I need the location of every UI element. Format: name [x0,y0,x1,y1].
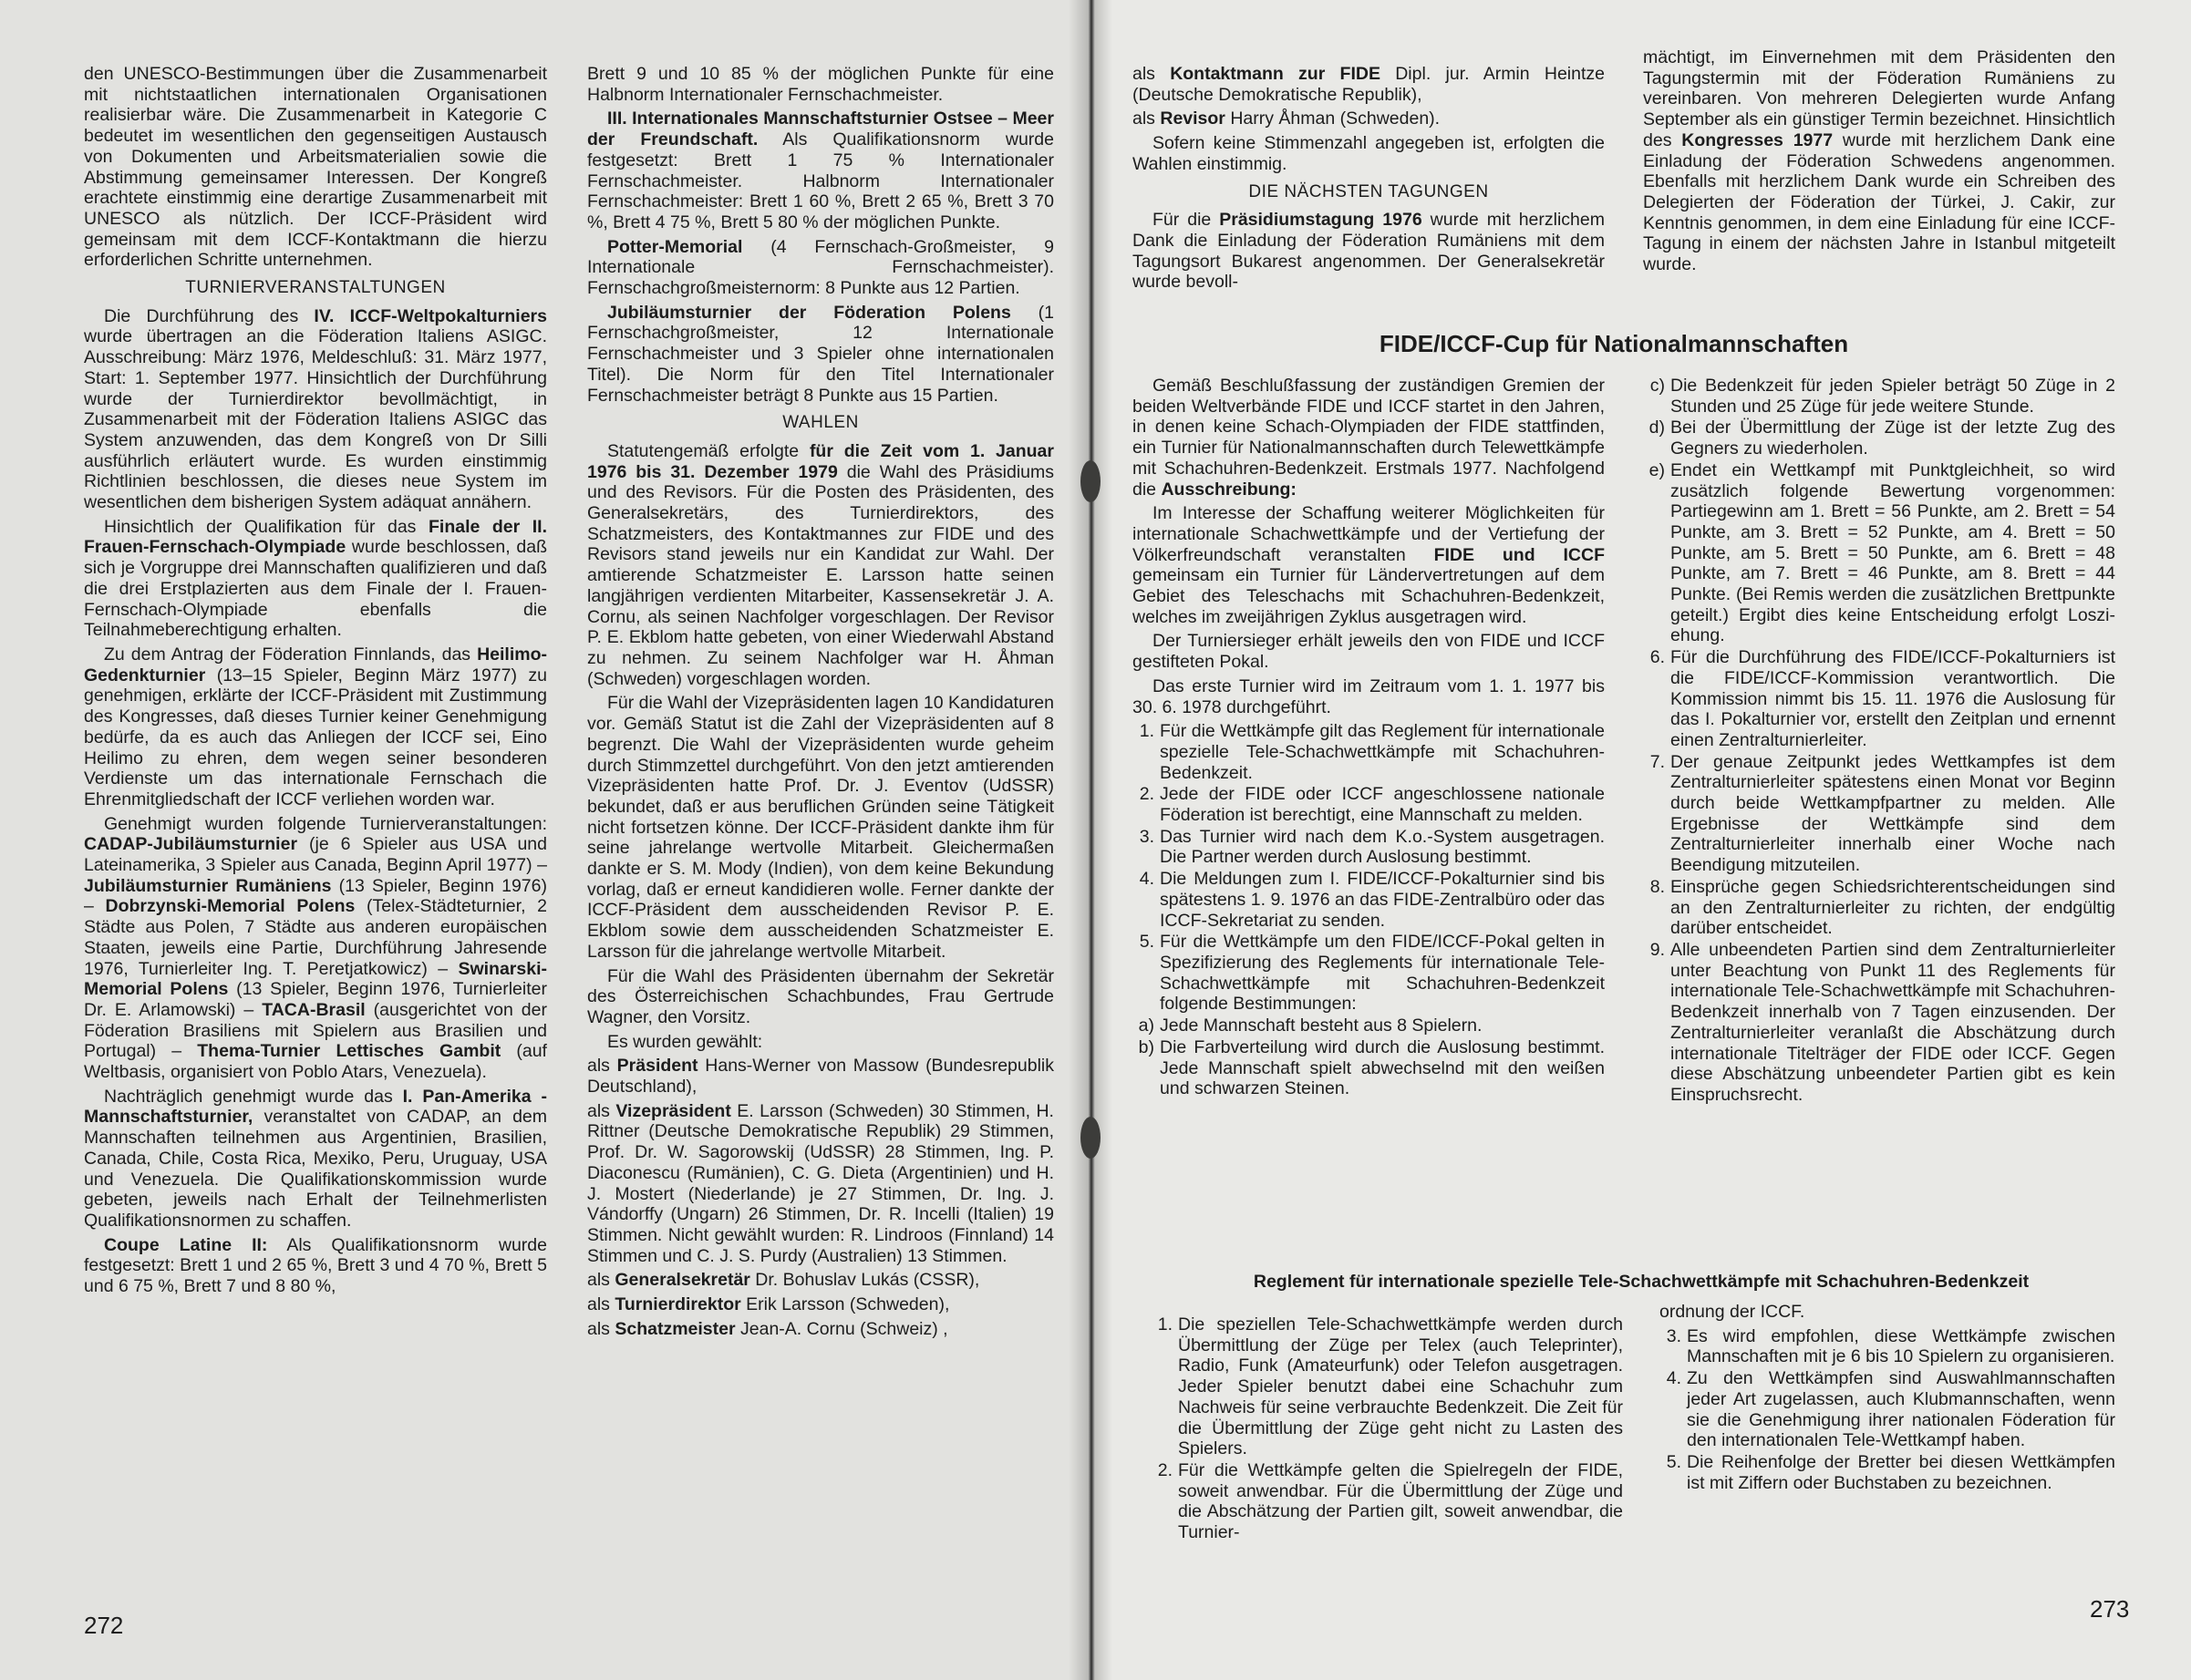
list-item-number: 7. [1649,751,1665,772]
section-heading: WAHLEN [782,413,859,433]
paragraph: Das erste Turnier wird im Zeitraum vom 1. 1. 1977 bis 30. 6. 1978 durchgeführt. [1132,675,1605,717]
list-item-number: 4. [1139,869,1154,890]
paragraph: Potter-Memorial (4 Fernschach-Großmeister, 9 Internationale Fernschachmeister). Fernschachgroßmeisternorm: 8 Punkte aus 12 Partien. [587,236,1054,299]
list-item-text: Die Meldungen zum I. FIDE/ICCF-Pokalturnier sind bis spätestens 1. 9. 1976 an das FIDE-Zentralbüro oder das ICCF-Sekretariat zu senden. [1160,869,1605,931]
list-item-text: Jede Mannschaft besteht aus 8 Spielern. [1160,1015,1483,1036]
right-column-2-bottom [1659,1302,2115,1494]
list-item-number: c) [1649,376,1665,396]
list-item-number: 3. [1139,826,1154,847]
paragraph: Nachträglich genehmigt wurde das I. Pan-Amerika - Mannschaftsturnier, veranstaltet von CADAP, an dem Mannschaften teilnehmen aus Argentinien, Brasilien, Canada, Chile, Costa Rica, Mexiko, Peru, Uruguay, USA und Venezuela. Die Qualifikationskommission wurde gebeten, jeweils nach Erhalt der Teilnehmerlisten Qualifikationsnormen zu schaffen. [84,1086,548,1231]
paragraph: Zu dem Antrag der Föderation Finnlands, das Heilimo-Gedenkturnier (13–15 Spieler, Beginn März 1977) zu genehmigen, erklärte der ICCF-Präsident mit Zustimmung des Kongresses, daß dieses Turnier keiner Genehmigung bedürfe, da es auch das Anliegen der ICCF sei, Eino Heilimo zu ehren, dem wegen seiner besonderen Verdienste um das internationale Fernschach die Ehrenmitgliedschaft der ICCF verliehen worden war. [84,644,547,809]
list-item [1643,877,2115,939]
list-item [1132,1015,1605,1036]
paragraph: Im Interesse der Schaffung weiterer Möglichkeiten für internationale Schachwettkämpfe und der Vertiefung der Völkerfreundschaft veranstalten FIDE und ICCF gemeinsam ein Turnier für Ländervertretungen auf dem Gebiet des Teleschachs mit Schachuhren-Bedenkzeit, welches im zweijährigen Zyklus ausgetragen wird. [1132,503,1606,627]
right-column-1-top [1132,64,1605,296]
paragraph: als Revisor Harry Åhman (Schweden). [1132,108,1441,129]
paragraph: den UNESCO-Bestimmungen über die Zusammenarbeit mit nichtstaatlichen internationalen Organisationen realisierbar wäre. Die Zusammenarbeit in Kategorie C bedeutet im wesentlichen den gegenseitigen Austausch von Dokumenten und Arbeitsmaterialien sowie die Abstimmung gemeinsamer Interessen. Der Kongreß erachtete einstimmig eine derartige Zusammenarbeit mit UNESCO als nützlich. Der ICCF-Präsident wird gemeinsam mit dem ICCF-Kontaktmann die hierzu erforderlichen Schritte unternehmen. [84,64,547,271]
list-item [1132,784,1605,825]
list-item-number: 5. [1666,1451,1681,1472]
paragraph: mächtigt, im Einvernehmen mit dem Präsidenten den Tagungstermin mit der Föderation Rumäniens zu vereinbaren. Von mehreren Delegierten wurde Anfang September als ein günstiger Termin bezeichnet. Hinsichtlich des Kongresses 1977 wurde mit herzlichem Dank eine Einladung der Föderation Schwedens angenommen. Ebenfalls mit herzlichem Dank wurde ein Schreiben des Delegierten der Föderation der Türkei, J. Cakir, zur Kenntnis genommen, in dem eine Einladung für eine ICCF-Tagung in einem der nächsten Jahre in Istanbul mitgeteilt wurde. [1643,47,2115,275]
list-item [1643,647,2115,751]
binding-hole-top [1080,460,1101,502]
binding-hole-bottom [1080,1117,1101,1159]
paragraph: Jubiläumsturnier der Föderation Polens (1 Fernschachgroßmeister, 12 Internationale Fernschachmeister und 3 Spieler ohne internationalen Titel). Die Norm für den Titel Internationaler Fernschachmeister beträgt 8 Punkte aus 15 Partien. [587,302,1054,406]
list-item-text: Für die Wettkämpfe gelten die Spielregeln der FIDE, soweit anwendbar. Für die Übermittlung der Züge und die Abschätzung der Partien gilt, soweit anwendbar, die Turnier- [1178,1459,1623,1543]
section-heading: TURNIERVERANSTALTUNGEN [185,278,446,298]
list-item [1643,460,2115,646]
list-item [1132,869,1605,931]
list-item-number: 8. [1649,876,1665,897]
paragraph: Für die Präsidiumstagung 1976 wurde mit herzlichem Dank die Einladung der Föderation Rumäniens mit dem Tagungsort Bukarest angenommen. Der Generalsekretär wurde bevoll- [1132,210,1605,293]
list-item-text: Jede der FIDE oder ICCF angeschlossene nationale Föderation ist berechtigt, eine Mannschaft zu melden. [1160,784,1605,826]
paragraph: Sofern keine Stimmenzahl angegeben ist, erfolgten die Wahlen einstimmig. [1132,133,1605,174]
paragraph: Für die Wahl des Präsidenten übernahm der Sekretär des Österreichischen Schachbundes, Frau Gertrude Wagner, den Vorsitz. [587,965,1054,1027]
paragraph: Coupe Latine II: Als Qualifikationsnorm wurde festgesetzt: Brett 1 und 2 65 %, Brett 3 und 4 70 %, Brett 5 und 6 75 %, Brett 7 und 8 80 %, [84,1234,547,1297]
paragraph: Gemäß Beschlußfassung der zuständigen Gremien der beiden Weltverbände FIDE und ICCF startet in den Jahren, in denen keine Schach-Olympiaden der FIDE stattfinden, ein Turnier für Nationalmannschaften durch Telewettkämpfe mit Schachuhren-Bedenkzeit. Erstmals 1977. Nachfolgend die Ausschreibung: [1132,376,1605,500]
list-item-number: 9. [1649,939,1665,960]
cup-heading: FIDE/ICCF-Cup für Nationalmannschaften [1379,330,1849,357]
list-item-text: Die Reihenfolge der Bretter bei diesen Wettkämpfen ist mit Ziffern oder Buchstaben zu bezeichnen. [1687,1451,2115,1493]
list-item-number: 2. [1139,784,1154,805]
list-item [1132,932,1605,1015]
list-item-number: a) [1138,1015,1154,1036]
list-item [1659,1452,2115,1493]
right-column-2-mid [1643,376,2115,1107]
list-item-text: Die Farbverteilung wird durch die Auslosung bestimmt. Jede Mannschaft spielt abwechselnd mit den weißen und schwarzen Steinen. [1160,1036,1605,1099]
list-item [1132,1037,1605,1099]
list-item-text: Es wird empfohlen, diese Wettkämpfe zwischen Mannschaften mit je 6 bis 10 Spielern zu organisieren. [1687,1325,2115,1367]
list-item-text: Endet ein Wettkampf mit Punktgleichheit, so wird zusätzlich folgende Bewertung vorgenommen: Partiegewinn am 1. Brett = 56 Punkte, am 2. Brett = 54 Punkte, am 3. Brett = 52 Punkte, am 4. Brett = 50 Punkte, am 5. Brett = 50 Punkte, am 6. Brett = 48 Punkte, am 7. Brett = 46 Punkte, am 8. Brett = 44 Punkte. (Bei Remis werden die zusätzlichen Brettpunkte geteilt.) Ergibt dies keine Entscheidung erfolgt Losziehung. [1670,459,2115,646]
list-item [1643,940,2115,1106]
list-item [1659,1368,2115,1451]
list-item [1643,417,2115,459]
list-item-text: Alle unbeendeten Partien sind dem Zentralturnierleiter unter Beachtung von Punkt 11 des Reglements für internationale Tele-Schachwettkämpfe mit Schachuhren-Bedenkzeit innerhalb von 7 Tagen einzusenden. Der Zentralturnierleiter veranlaßt die Abschätzung durch internationale Titelträger der FIDE oder ICCF. Gegen diese Abschätzung unbeendeter Partien gibt es kein Einspruchsrecht. [1670,939,2115,1105]
list-item-number: 4. [1666,1368,1681,1389]
list-item [1151,1314,1623,1459]
left-column-1 [84,64,547,1301]
list-item-text: Die speziellen Tele-Schachwettkämpfe werden durch Übermittlung der Züge per Telex (auch Teleprinter), Radio, Funk (Amateurfunk) oder Telefon ausgetragen. Jeder Spieler benutzt dabei eine Schachuhr zum Nachweis für seine verbrauchte Bedenkzeit. Die Zeit für die Übermittlung der Züge geht nicht zu Lasten des Spielers. [1178,1314,1623,1459]
paragraph: Für die Wahl der Vizepräsidenten lagen 10 Kandidaturen vor. Gemäß Statut ist die Zahl der Vizepräsidenten auf 8 begrenzt. Die Wahl der Vizepräsidenten wurde geheim durch Stimmzettel durchgeführt. Von den jetzt amtierenden Vizepräsidenten hatte Prof. Dr. J. Eventov (UdSSR) bekundet, daß er aus beruflichen Gründen seine Tätigkeit nicht fortsetzen könne. Der ICCF-Präsident dankte ihm für seine jahrelange wertvolle Mitarbeit. Gleichermaßen dankte er S. M. Mody (Indien), von dem keine Bekundung vorlag, daß er erneut kandidieren wolle. Ferner dankte der ICCF-Präsident dem ausscheidenden Revisor P. E. Ekblom sowie dem ausscheidenden Schatzmeister E. Larsson für die jahrelange wertvolle Mitarbeit. [587,693,1054,962]
paragraph: Es wurden gewählt: [607,1031,763,1052]
paragraph: Die Durchführung des IV. ICCF-Weltpokalturniers wurde übertragen an die Föderation Italiens ASIGC. Ausschreibung: März 1976, Meldeschluß: 31. März 1977, Start: 1. September 1977. Hinsichtlich der Durchführung wurde der Turnierdirektor bevollmächtigt, in Zusammenarbeit mit der Föderation Italiens ASIGC das System anzuwenden, das dem Kongreß von Dr Silli ausführlich erläutert wurde. Es wurden einstimmig Richtlinien beschlossen, die dieses neue System im wesentlichen dem bisherigen System adäquat annähern. [84,305,547,513]
paragraph: als Präsident Hans-Werner von Massow (Bundesrepublik Deutschland), [587,1056,1054,1098]
page-number-left: 272 [84,1612,124,1639]
list-item [1643,376,2115,417]
paragraph: als Generalsekretär Dr. Bohuslav Lukás (CSSR), [587,1270,980,1291]
right-column-2-top [1643,47,2115,279]
paragraph: Genehmigt wurden folgende Turnierveranstaltungen: CADAP-Jubiläumsturnier (je 6 Spieler aus USA und Lateinamerika, 3 Spieler aus Canada, Beginn April 1977) – Jubiläumsturnier Rumäniens (13 Spieler, Beginn 1976) – Dobrzynski-Memorial Polens (Telex-Städteturnier, 2 Städte aus Polen, 7 Städte aus anderen europäischen Staaten, jeweils eine Partie, Durchführung Jahresende 1976, Turnierleiter Ing. T. Peretjatkowicz) – Swinarski-Memorial Polens (13 Spieler, Beginn 1976, Turnierleiter Dr. E. Arlamowski) – TACA-Brasil (ausgerichtet von der Föderation Brasiliens mit Spielern aus Brasilien und Portugal) – Thema-Turnier Lettisches Gambit (auf Weltbasis, organisiert von Poblo Atars, Venezuela). [84,813,547,1083]
paragraph: Der Turniersieger erhält jeweils den von FIDE und ICCF gestifteten Pokal. [1132,631,1605,673]
list-item [1132,721,1605,783]
list-item-number: 1. [1157,1314,1173,1335]
list-item-number: 1. [1139,721,1154,742]
list-item-number: 2. [1157,1459,1173,1480]
regulation-heading: Reglement für internationale spezielle Tele-Schachwettkämpfe mit Schachuhren-Bedenkzeit [1253,1272,2030,1292]
paragraph: als Vizepräsident E. Larsson (Schweden) 30 Stimmen, H. Rittner (Deutsche Demokratische Republik) 29 Stimmen, Prof. Dr. W. Sagorowskij (UdSSR) 28 Stimmen, Ing. P. Diaconescu (Rumänien), C. G. Dieta (Argentinien) und H. J. Mostert (Niederlande) je 27 Stimmen, Dr. Ing. J. Vándorffy (Ungarn) 26 Stimmen, Dr. R. Incelli (Italien) 19 Stimmen. Nicht gewählt wurden: R. Lindroos (Finnland) 14 Stimmen und C. J. S. Purdy (Australien) 13 Stimmen. [587,1100,1054,1266]
list-item-text: Für die Wettkämpfe um den FIDE/ICCF-Pokal gelten in Spezifizierung des Reglements für internationale Tele-Schachwettkämpfe mit Schachuhren-Bedenkzeit folgende Bestimmungen: [1160,932,1605,1015]
paragraph: III. Internationales Mannschaftsturnier Ostsee – Meer der Freundschaft. Als Qualifikationsnorm wurde festgesetzt: Brett 1 75 % Internationaler Fernschachmeister. Halbnorm Internationaler Fernschachmeister: Brett 1 60 %, Brett 2 65 %, Brett 3 70 %, Brett 4 75 %, Brett 5 80 % der möglichen Punkte. [587,108,1054,232]
list-item-text: Für die Durchführung des FIDE/ICCF-Pokalturniers ist die FIDE/ICCF-Kommission verantwortlich. Die Kommission nimmt bis 15. 11. 1976 die Auslosung für das I. Pokalturnier vor, erstellt den Zeitplan und ernennt einen Zentralturnierleiter. [1670,647,2115,750]
list-item-number: 3. [1666,1325,1681,1346]
paragraph: Hinsichtlich der Qualifikation für das Finale der II. Frauen-Fernschach-Olympiade wurde beschlossen, daß sich je Vorgruppe drei Mannschaften qualifizieren und daß die drei Erstplazierten aus dem Finale der I. Frauen-Fernschach-Olympiade ebenfalls die Teilnahmeberechtigung erhalten. [84,516,547,641]
list-item-text: Die Bedenkzeit für jeden Spieler beträgt 50 Züge in 2 Stunden und 25 Züge für jede weitere Stunde. [1670,376,2115,417]
list-item-number: e) [1648,459,1665,480]
list-item-text: Zu den Wettkämpfen sind Auswahlmannschaften jeder Art zugelassen, auch Klubmannschaften, wenn sie die Genehmigung ihrer nationalen Föderation für den internationalen Tele-Wettkampf haben. [1687,1368,2115,1451]
left-column-2 [587,64,1054,1343]
paragraph: ordnung der ICCF. [1659,1302,1805,1322]
list-item [1132,827,1605,868]
list-item-text: Bei der Übermittlung der Züge ist der letzte Zug des Gegners zu wiederholen. [1670,417,2115,459]
list-item [1659,1326,2115,1367]
paragraph: als Schatzmeister Jean-A. Cornu (Schweiz) , [587,1318,948,1339]
list-item-text: Das Turnier wird nach dem K.o.-System ausgetragen. Die Partner werden durch Auslosung bestimmt. [1160,826,1605,868]
list-item-text: Einsprüche gegen Schiedsrichterentscheidungen sind an den Zentralturnierleiter zu richten, der endgültig darüber entscheidet. [1670,876,2115,939]
list-item [1151,1460,1623,1543]
book-gutter [1069,0,1112,1680]
paragraph: als Kontaktmann zur FIDE Dipl. jur. Armin Heintze (Deutsche Demokratische Republik), [1132,64,1605,105]
list-item-text: Der genaue Zeitpunkt jedes Wettkampfes ist dem Zentralturnierleiter spätestens einen Monat vor Beginn durch beide Wettkampfpartner zu melden. Alle Ergebnisse der Wettkämpfe sind dem Zentralturnierleiter innerhalb einer Woche nach Beendigung mitzuteilen. [1670,751,2115,876]
paragraph: Brett 9 und 10 85 % der möglichen Punkte für eine Halbnorm Internationaler Fernschachmeister. [587,64,1054,105]
list-item-number: 6. [1649,647,1665,668]
list-item-number: b) [1138,1036,1154,1057]
section-heading: DIE NÄCHSTEN TAGUNGEN [1248,181,1489,201]
right-column-1-mid [1132,376,1605,1100]
page-number-right: 273 [2090,1595,2130,1623]
list-item-text: Für die Wettkämpfe gilt das Reglement für internationale spezielle Tele-Schachwettkämpfe mit Schachuhren-Bedenkzeit. [1160,721,1605,783]
list-item-number: d) [1648,417,1665,438]
paragraph: Statutengemäß erfolgte für die Zeit vom 1. Januar 1976 bis 31. Dezember 1979 die Wahl des Präsidiums und des Revisors. Für die Posten des Präsidenten, des Generalsekretärs, des Turnierdirektors, des Schatzmeisters, des Kontaktmannes zur FIDE und des Revisors stand jeweils nur ein Kandidat zur Wahl. Der amtierende Schatzmeister E. Larsson hatte seinen langjährigen verdienten Mitarbeiter, Kassensekretär J. A. Cornu, als seinen Nachfolger vorgeschlagen. Der Revisor P. E. Ekblom hatte gebeten, von einer Wiederwahl Abstand zu nehmen. Zu seinem Nachfolger war H. Åhman (Schweden) vorgeschlagen worden. [587,440,1055,689]
list-item-number: 5. [1139,932,1154,953]
right-column-1-bottom [1151,1314,1623,1544]
list-item [1643,752,2115,876]
paragraph: als Turnierdirektor Erik Larsson (Schweden), [587,1294,950,1315]
